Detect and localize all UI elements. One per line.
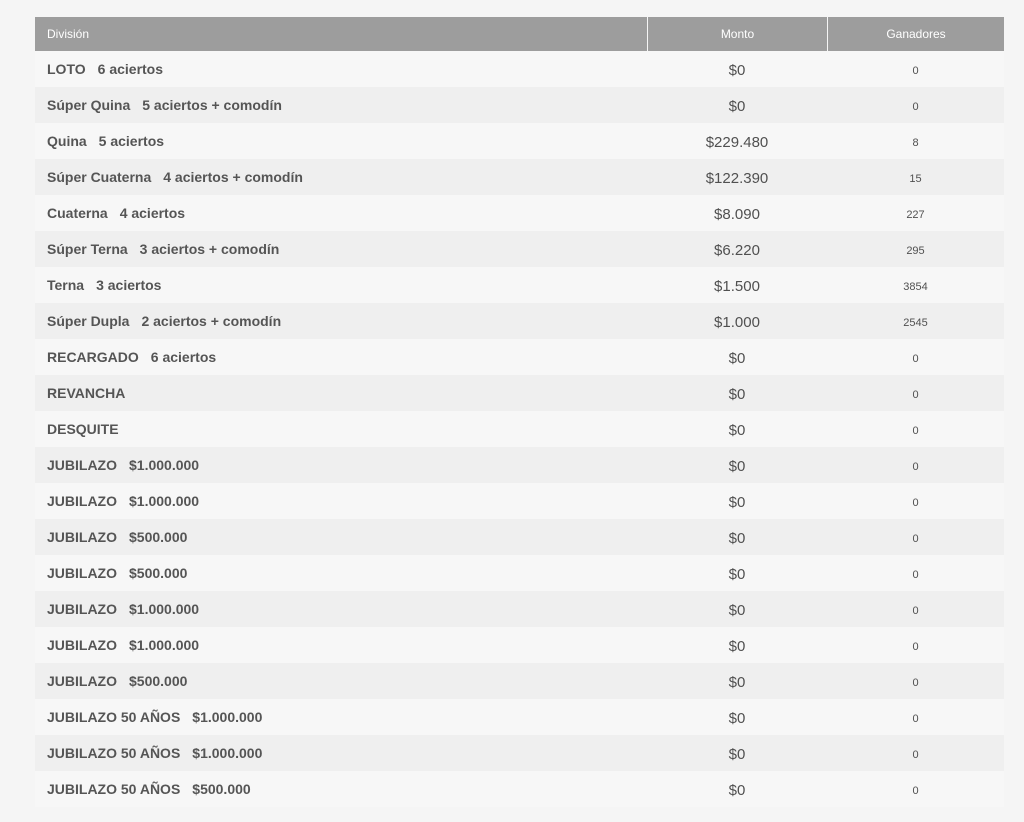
monto-cell: $229.480 — [705, 134, 769, 151]
monto-cell: $0 — [728, 98, 746, 115]
ganadores-cell: 15 — [909, 173, 922, 185]
header-ganadores: Ganadores — [827, 17, 1004, 51]
monto-cell: $122.390 — [705, 170, 769, 187]
monto-cell: $0 — [728, 566, 746, 583]
division-name: Quina — [47, 133, 87, 149]
monto-cell: $1.500 — [714, 278, 760, 295]
table-row — [35, 87, 1004, 123]
table-row — [35, 51, 1004, 87]
monto-cell: $0 — [728, 710, 746, 727]
division-name: REVANCHA — [47, 385, 126, 401]
division-detail: $1.000.000 — [192, 709, 263, 725]
table-row — [35, 231, 1004, 267]
ganadores-cell: 0 — [912, 497, 919, 509]
ganadores-cell: 0 — [912, 65, 919, 77]
division-cell — [35, 555, 647, 591]
ganadores-cell: 0 — [912, 749, 919, 761]
division-detail: $500.000 — [129, 565, 188, 581]
table-row — [35, 303, 1004, 339]
ganadores-cell: 0 — [912, 677, 919, 689]
table-row — [35, 267, 1004, 303]
division-detail: 6 aciertos — [150, 349, 217, 365]
monto-cell: $6.220 — [714, 242, 760, 259]
division-detail: 4 aciertos + comodín — [163, 169, 303, 185]
division-cell — [35, 771, 647, 807]
division-detail: $1.000.000 — [129, 493, 200, 509]
division-detail: $1.000.000 — [129, 637, 200, 653]
division-name: JUBILAZO — [47, 457, 117, 473]
ganadores-cell: 0 — [912, 641, 919, 653]
table-row — [35, 627, 1004, 663]
table-row — [35, 375, 1004, 411]
ganadores-cell: 0 — [912, 533, 919, 545]
header-monto: Monto — [647, 17, 827, 51]
division-name: JUBILAZO 50 AÑOS — [47, 709, 181, 725]
division-cell — [35, 51, 647, 87]
table-row — [35, 771, 1004, 807]
monto-cell: $8.090 — [714, 206, 760, 223]
table-row — [35, 339, 1004, 375]
ganadores-cell: 0 — [912, 425, 919, 437]
division-name: JUBILAZO — [47, 673, 117, 689]
monto-cell: $0 — [728, 782, 746, 799]
division-cell — [35, 447, 647, 483]
division-cell — [35, 627, 647, 663]
table-row — [35, 519, 1004, 555]
ganadores-cell: 0 — [912, 605, 919, 617]
table-row — [35, 123, 1004, 159]
division-name: Súper Dupla — [47, 313, 130, 329]
monto-cell: $0 — [728, 494, 746, 511]
division-name: LOTO — [47, 61, 86, 77]
division-cell — [35, 483, 647, 519]
division-name: JUBILAZO — [47, 565, 117, 581]
monto-cell: $0 — [728, 350, 746, 367]
division-cell — [35, 303, 647, 339]
table-row — [35, 447, 1004, 483]
table-row — [35, 555, 1004, 591]
division-detail: $1.000.000 — [129, 457, 200, 473]
division-name: JUBILAZO 50 AÑOS — [47, 781, 181, 797]
division-cell — [35, 339, 647, 375]
division-cell — [35, 699, 647, 735]
ganadores-cell: 0 — [912, 101, 919, 113]
division-cell — [35, 663, 647, 699]
division-name: JUBILAZO — [47, 529, 117, 545]
division-name: Súper Quina — [47, 97, 131, 113]
monto-cell: $0 — [728, 746, 746, 763]
division-name: JUBILAZO — [47, 493, 117, 509]
table-row — [35, 411, 1004, 447]
division-name: JUBILAZO — [47, 601, 117, 617]
division-name: Súper Terna — [47, 241, 128, 257]
table-row — [35, 483, 1004, 519]
monto-cell: $0 — [728, 422, 746, 439]
table-header — [35, 17, 1004, 51]
division-cell — [35, 591, 647, 627]
division-name: Súper Cuaterna — [47, 169, 152, 185]
division-detail: 4 aciertos — [119, 205, 186, 221]
division-cell — [35, 231, 647, 267]
monto-cell: $0 — [728, 602, 746, 619]
division-detail: $500.000 — [129, 529, 188, 545]
division-cell — [35, 123, 647, 159]
monto-cell: $0 — [728, 62, 746, 79]
table-row — [35, 159, 1004, 195]
division-name: Terna — [47, 277, 85, 293]
ganadores-cell: 3854 — [903, 281, 928, 293]
table-row — [35, 735, 1004, 771]
results-table — [35, 17, 1004, 807]
table-row — [35, 591, 1004, 627]
division-cell — [35, 735, 647, 771]
division-detail: $500.000 — [192, 781, 251, 797]
monto-cell: $0 — [728, 458, 746, 475]
division-cell — [35, 519, 647, 555]
ganadores-cell: 2545 — [903, 317, 928, 329]
monto-cell: $0 — [728, 530, 746, 547]
ganadores-cell: 0 — [912, 353, 919, 365]
ganadores-cell: 8 — [912, 137, 919, 149]
division-name: Cuaterna — [47, 205, 108, 221]
division-detail: 5 aciertos — [98, 133, 165, 149]
ganadores-cell: 0 — [912, 569, 919, 581]
division-detail: 2 aciertos + comodín — [141, 313, 282, 329]
ganadores-cell: 0 — [912, 713, 919, 725]
division-name: JUBILAZO — [47, 637, 117, 653]
monto-cell: $1.000 — [714, 314, 760, 331]
division-cell — [35, 159, 647, 195]
ganadores-cell: 0 — [912, 389, 919, 401]
table-row — [35, 195, 1004, 231]
division-detail: 5 aciertos + comodín — [142, 97, 282, 113]
header-division: División — [47, 27, 90, 41]
ganadores-cell: 227 — [906, 209, 925, 221]
division-cell — [35, 87, 647, 123]
division-detail: $1.000.000 — [192, 745, 263, 761]
monto-cell: $0 — [728, 638, 746, 655]
division-name: RECARGADO — [47, 349, 139, 365]
table-row — [35, 663, 1004, 699]
ganadores-cell: 0 — [912, 785, 919, 797]
table-body — [35, 51, 1004, 807]
division-detail: $1.000.000 — [129, 601, 200, 617]
division-name: DESQUITE — [47, 421, 119, 437]
ganadores-cell: 0 — [912, 461, 919, 473]
ganadores-cell: 295 — [906, 245, 925, 257]
table-row — [35, 699, 1004, 735]
division-cell — [35, 375, 647, 411]
monto-cell: $0 — [728, 386, 746, 403]
division-cell — [35, 411, 647, 447]
division-detail: 6 aciertos — [97, 61, 164, 77]
division-detail: $500.000 — [129, 673, 188, 689]
division-name: JUBILAZO 50 AÑOS — [47, 745, 181, 761]
division-cell — [35, 267, 647, 303]
division-detail: 3 aciertos — [96, 277, 162, 293]
division-detail: 3 aciertos + comodín — [139, 241, 280, 257]
division-cell — [35, 195, 647, 231]
monto-cell: $0 — [728, 674, 746, 691]
